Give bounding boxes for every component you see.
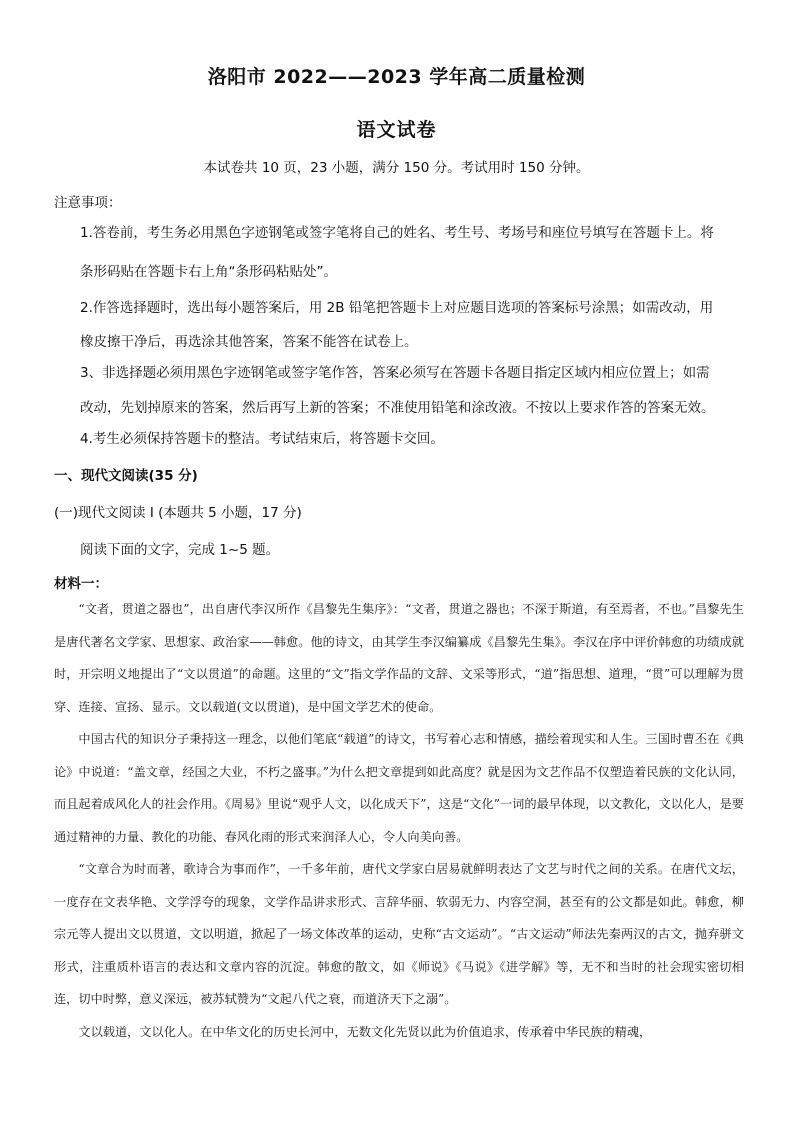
notes-heading: 注意事项：	[54, 195, 122, 211]
section-heading: 一、现代文阅读(35 分)	[54, 468, 198, 484]
passage-paragraph: 文以载道，文以化人。在中华文化的历史长河中，无数文化先贤以此为价值追求，传承着中华民族的精魂，	[78, 1024, 652, 1039]
exam-title: 洛阳市 2022——2023 学年高二质量检测	[207, 66, 586, 88]
exam-subtitle: 语文试卷	[356, 119, 437, 141]
passage-paragraph: “文章合为时而著，歌诗合为事而作”，一千多年前，唐代文学家白居易就鲜明表达了文艺与时代之间的关系。在唐代文坛，一度存在文表华艳、文学浮夸的现象，文学作品讲求形式、言辞华丽、软弱无力、内容空洞，甚至有的公文都是如此。韩愈，柳宗元等人提出文以贯道，文以明道，掀起了一场文体改革的运动，史称“古文运动”。“古文运动”师法先秦两汉的古文，抛弃骈文形式，注重质朴语言的表达和文章内容的沉淀。韩愈的散文，如《师说》《马说》《进学解》等，无不和当时的社会现实密切相连，切中时弊，意义深远，被苏轼赞为“文起八代之衰，而道济天下之溺”。	[54, 862, 744, 1006]
note-line: 4.考生必须保持答题卡的整洁。考试结束后，将答题卡交回。	[80, 431, 444, 447]
material-label: 材料一：	[54, 576, 108, 592]
note-line: 改动，先划掉原来的答案，然后再写上新的答案；不准使用铅笔和涂改液。不按以上要求作答的答案无效。	[80, 400, 715, 416]
note-line: 条形码贴在答题卡右上角“条形码粘贴处”。	[80, 264, 337, 280]
note-line: 1.答卷前，考生务必用黑色字迹钢笔或签字笔将自己的姓名、考生号、考场号和座位号填写在答题卡上。将	[80, 225, 714, 241]
passage-paragraph: “文者，贯道之器也”，出自唐代李汉所作《昌黎先生集序》：“文者，贯道之器也；不深于斯道，有至焉者，不也。”昌黎先生是唐代著名文学家、思想家、政治家——韩愈。他的诗文，由其学生李汉编纂成《昌黎先生集》。李汉在序中评价韩愈的功绩成就时，开宗明义地提出了“文以贯道”的命题。这里的“文”指文学作品的文辞、文采等形式，“道”指思想、道理，“贯”可以理解为贯穿、连接、宣扬、显示。文以载道(文以贯道)，是中国文学艺术的使命。	[54, 602, 744, 714]
note-line: 3、非选择题必须用黑色字迹钢笔或签字笔作答，答案必须写在答题卡各题目指定区域内相应位置上；如需	[80, 365, 710, 381]
reading-passage	[54, 593, 744, 1048]
subsection-heading: (一)现代文阅读 I (本题共 5 小题，17 分)	[54, 505, 302, 521]
note-line: 2.作答选择题时，选出每小题答案后，用 2B 铅笔把答题卡上对应题目选项的答案标号涂黑；如需改动，用	[80, 300, 714, 316]
note-line: 橡皮擦干净后，再选涂其他答案，答案不能答在试卷上。	[80, 334, 418, 350]
exam-meta-info: 本试卷共 10 页，23 小题，满分 150 分。考试用时 150 分钟。	[203, 160, 590, 176]
reading-instruction: 阅读下面的文字，完成 1~5 题。	[80, 542, 280, 558]
passage-paragraph: 中国古代的知识分子秉持这一理念，以他们笔底“载道”的诗文，书写着心志和情感，描绘着现实和人生。三国时曹丕在《典论》中说道：“盖文章，经国之大业，不朽之盛事。”为什么把文章提到如此高度？就是因为文艺作品不仅塑造着民族的文化认同，而且起着成风化人的社会作用。《周易》里说“观乎人文，以化成天下”，这是“文化”一词的最早体现，以文教化，文以化人，是要通过精神的力量、教化的功能、春风化雨的形式来润泽人心，令人向美向善。	[54, 732, 744, 844]
